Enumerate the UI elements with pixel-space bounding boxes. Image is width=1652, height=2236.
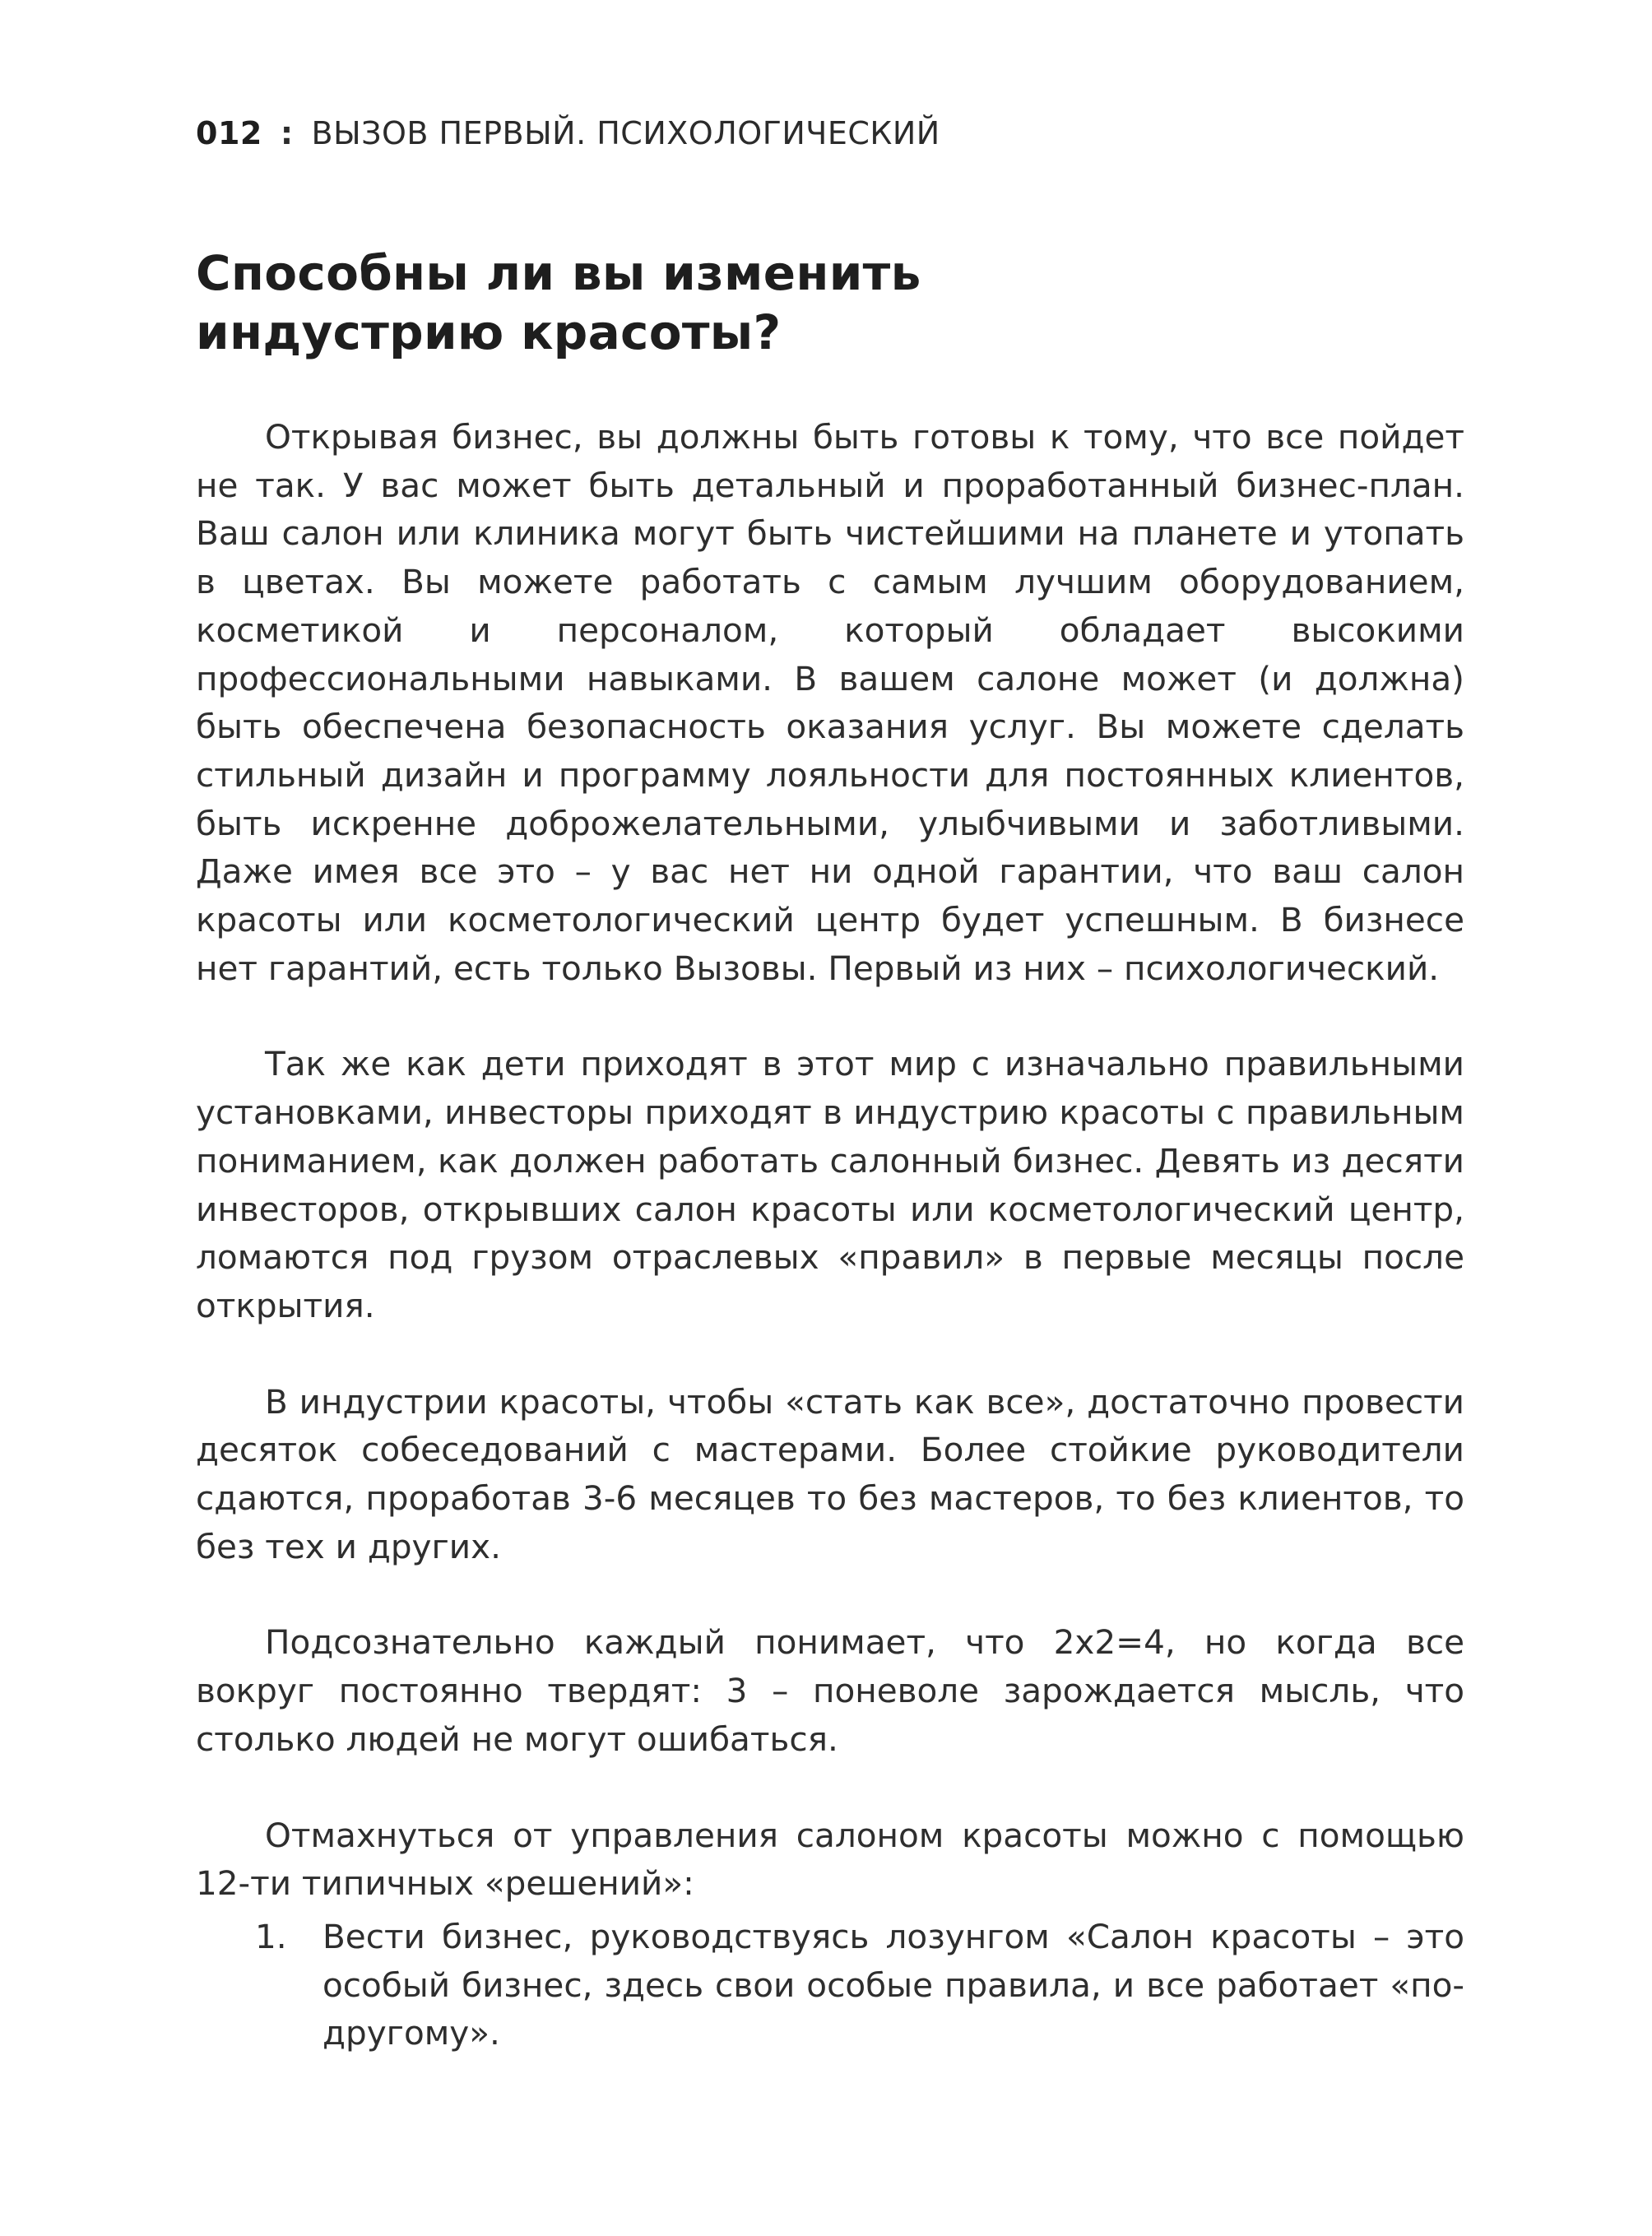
running-head	[196, 115, 940, 151]
body-text	[196, 413, 1464, 2057]
chapter-title: ВЫЗОВ ПЕРВЫЙ. ПСИХОЛОГИЧЕСКИЙ	[311, 115, 940, 151]
title-line-1: Способны ли вы изменить	[196, 245, 921, 301]
numbered-list	[196, 1913, 1464, 2057]
list-item	[196, 1913, 1464, 2057]
paragraph: Подсознательно каждый понимает, что 2х2=4, но когда все вокруг постоянно твердят: 3 – поневоле зарождается мысль, что столько людей не могут ошибаться.	[196, 1622, 1464, 1759]
paragraph: В индустрии красоты, чтобы «стать как все», достаточно провести десяток собеседований с мастерами. Более стойкие руководители сдаются, проработав 3-6 месяцев то без мастеров, то без клиентов, то без тех и других.	[196, 1381, 1464, 1566]
list-item-text: Вести бизнес, руководствуясь лозунгом «Салон красоты – это особый бизнес, здесь свои особые правила, и все работает «по-другому».	[323, 1916, 1464, 2053]
paragraph: Открывая бизнес, вы должны быть готовы к тому, что все пойдет не так. У вас может быть детальный и проработанный бизнес-план. Ваш салон или клиника могут быть чистейшими на планете и утопать в цветах. Вы можете работать с самым лучшим оборудованием, косметикой и персоналом, который обладает высокими профессиональными навыками. В вашем салоне может (и должна) быть обеспечена безопасность оказания услуг. Вы можете сделать стильный дизайн и программу лояльности для постоянных клиентов, быть искренне доброжелательными, улыбчивыми и заботливыми. Даже имея все это – у вас нет ни одной гарантии, что ваш салон красоты или косметологический центр будет успешным. В бизнесе нет гарантий, есть только Вызовы. Первый из них – психологический.	[196, 417, 1464, 988]
section-title	[196, 244, 921, 362]
title-line-2: индустрию красоты?	[196, 304, 782, 360]
paragraph: Так же как дети приходят в этот мир с изначально правильными установками, инвесторы приходят в индустрию красоты с правильным пониманием, как должен работать салонный бизнес. Девять из десяти инвесторов, открывших салон красоты или косметологический центр, ломаются под грузом отраслевых «правил» в первые месяцы после открытия.	[196, 1044, 1464, 1325]
separator: :	[280, 115, 294, 151]
list-item-number: 1.	[255, 1916, 287, 1956]
paragraph: Отмахнуться от управления салоном красоты можно с помощью 12-ти типичных «решений»:	[196, 1815, 1464, 1904]
page-number: 012	[196, 115, 262, 151]
